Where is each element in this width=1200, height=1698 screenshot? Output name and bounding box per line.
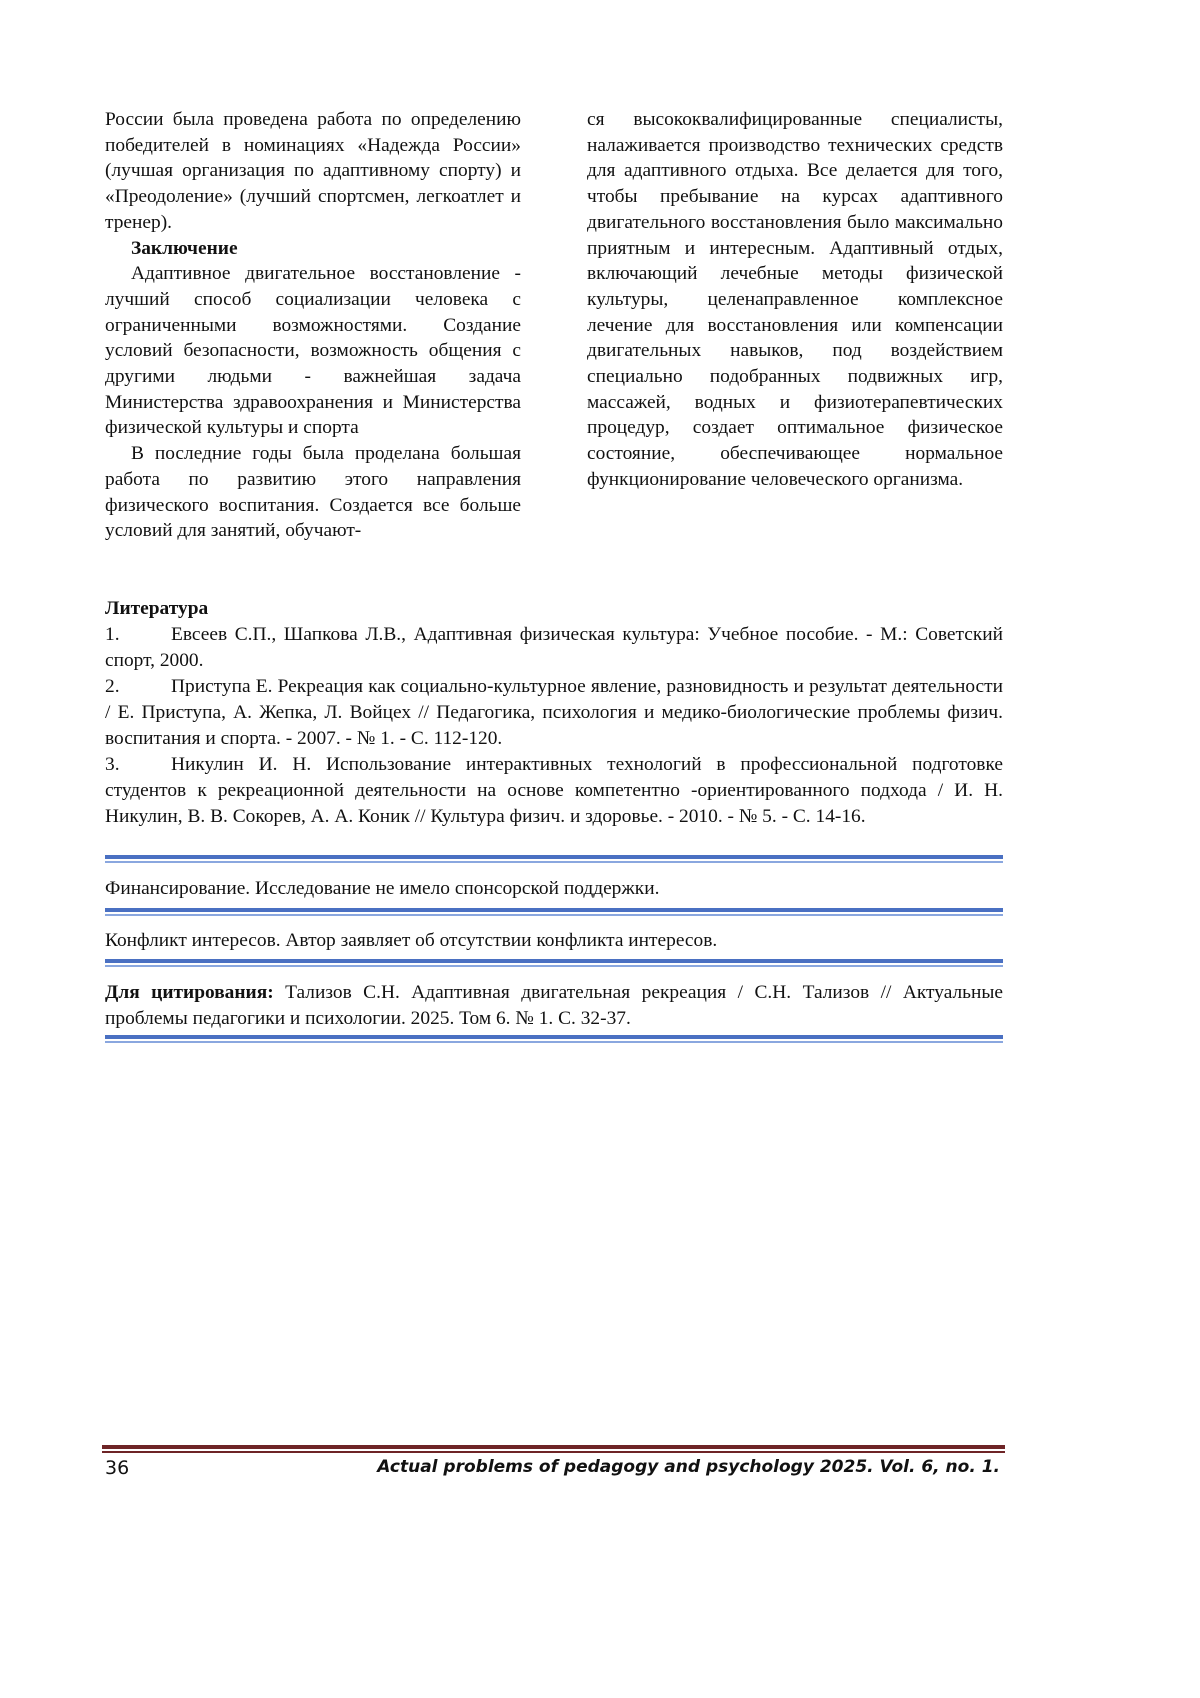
reference-item [105,674,1003,752]
funding-statement: Финансирование. Исследование не имело спонсорской поддержки. [105,878,660,899]
references-title: Литература [105,598,209,619]
page-number: 36 [105,1457,130,1479]
divider-rule [105,855,1003,863]
reference-text: Никулин И. Н. Использование интерактивных технологий в профессиональной подготовке студентов к рекреационной деятельности на основе компетентно -ориентированного подхода / И. Н. Никулин, В. В. Сокорев, А. А. Коник // Культура физич. и здоровье. - 2010. - № 5. - С. 14-16. [105,754,1003,827]
conclusion-heading: Заключение [131,237,238,259]
reference-text: Приступа Е. Рекреация как социально-культурное явление, разновидность и результат деятельности / Е. Приступа, А. Жепка, Л. Войцех // Педагогика, психология и медико-биологические проблемы физич. воспитания и спорта. - 2007. - № 1. - С. 112-120. [105,676,1003,749]
reference-text: Евсеев С.П., Шапкова Л.В., Адаптивная физическая культура: Учебное пособие. - М.: Советский спорт, 2000. [105,624,1003,671]
divider-rule [105,959,1003,967]
divider-rule [105,1035,1003,1043]
paragraph-continuation: ся высококвалифицированные специалисты, налаживается производство технических средств для адаптивного отдыха. Все делается для того, чтобы пребывание на курсах адаптивного двигательного восстановления было максимально приятным и интересным. Адаптивный отдых, включающий лечебные методы физической культуры, целенаправленное комплексное лечение для восстановления или компенсации двигательных навыков, под воздействием специально подобранных подвижных игр, массажей, водных и физиотерапевтических процедур, создает оптимальное физическое состояние, обеспечивающее нормальное функционирование человеческого организма. [587,109,1003,490]
reference-number: 3. [105,754,120,775]
references-section [105,596,1003,830]
citation-text: Тализов С.Н. Адаптивная двигательная рекреация / С.Н. Тализов // Актуальные проблемы педагогики и психологии. 2025. Том 6. № 1. С. 32-37. [105,982,1003,1029]
paragraph-intro: России была проведена работа по определению победителей в номинациях «Надежда России» (лучшая организация по адаптивному спорту) и «Преодоление» (лучший спортсмен, легкоатлет и тренер). [105,109,521,233]
divider-rule [105,908,1003,916]
reference-item [105,622,1003,674]
footer-rule [102,1445,1005,1453]
journal-name: Actual problems of pedagogy and psychology 2025. Vol. 6, no. 1. [377,1457,1000,1477]
citation-block [105,980,1003,1032]
conflict-statement: Конфликт интересов. Автор заявляет об отсутствии конфликта интересов. [105,930,718,951]
reference-number: 2. [105,676,120,697]
right-column [587,107,1003,493]
reference-item [105,752,1003,830]
conclusion-paragraph-1: Адаптивное двигательное восстановление - лучший способ социализации человека с ограниченными возможностями. Создание условий безопасности, возможность общения с другими людьми - важнейшая задача Министерства здравоохранения и Министерства физической культуры и спорта [105,263,521,439]
citation-label: Для цитирования: [105,982,274,1003]
reference-number: 1. [105,624,120,645]
conclusion-paragraph-2: В последние годы была проделана большая работа по развитию этого направления физического воспитания. Создается все больше условий для занятий, обучают- [105,443,521,542]
left-column [105,107,521,544]
